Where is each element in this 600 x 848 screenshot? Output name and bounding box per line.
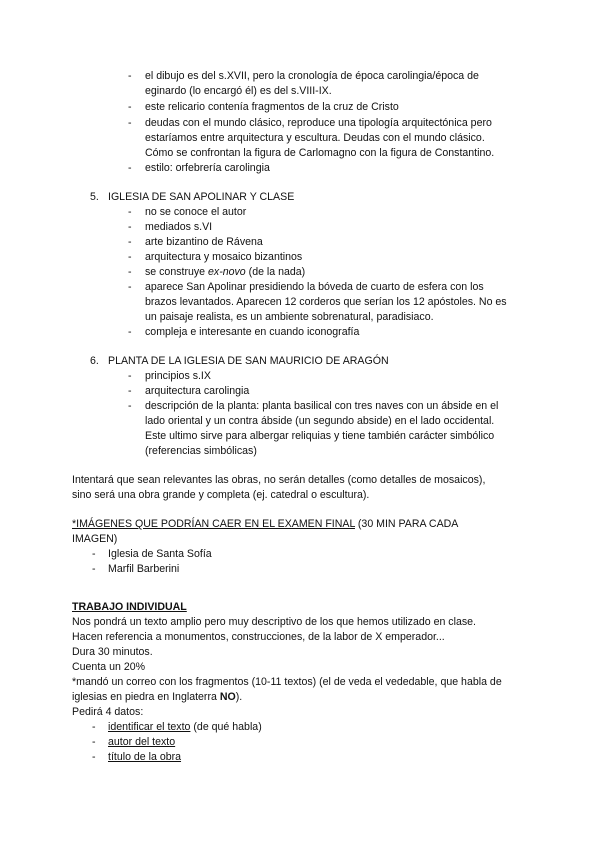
list-item-cont: Este ultimo sirve para albergar reliquias y tiene también carácter simbólico	[145, 430, 495, 442]
bullet-dash: -	[92, 563, 96, 575]
section-number: 6.	[90, 355, 99, 367]
images-title-underlined: *IMÁGENES QUE PODRÍAN CAER EN EL EXAMEN FINAL	[72, 518, 355, 530]
list-item-cont: lado oriental y un contra ábside (un segundo abside) en el lado occidental.	[145, 415, 495, 427]
paragraph-text: iglesias en piedra en Inglaterra	[72, 691, 220, 703]
images-title-cont: IMAGEN)	[72, 533, 118, 545]
list-item-text: se construye	[145, 266, 209, 278]
list-item	[108, 721, 262, 734]
section-title: IGLESIA DE SAN APOLINAR Y CLASE	[108, 191, 295, 203]
list-item-cont: estaríamos entre arquitectura y escultura. Deudas con el mundo clásico.	[145, 132, 485, 144]
paragraph-line: Cuenta un 20%	[72, 661, 146, 673]
bullet-dash: -	[128, 70, 132, 82]
list-item: deudas con el mundo clásico, reproduce una tipología arquitectónica pero	[145, 117, 492, 129]
images-title	[72, 518, 458, 531]
section-number: 5.	[90, 191, 99, 203]
list-item: arte bizantino de Rávena	[145, 236, 263, 248]
list-item	[145, 266, 305, 279]
list-item-cont: un paisaje realista, es un ambiente sobrenatural, paradisiaco.	[145, 311, 434, 323]
bullet-dash: -	[128, 400, 132, 412]
list-item: descripción de la planta: planta basilical con tres naves con un ábside en el	[145, 400, 499, 412]
images-title-rest: (30 MIN PARA CADA	[354, 518, 459, 530]
bullet-dash: -	[128, 236, 132, 248]
bullet-dash: -	[128, 162, 132, 174]
section-title: PLANTA DE LA IGLESIA DE SAN MAURICIO DE ARAGÓN	[108, 355, 389, 367]
list-item: Marfil Barberini	[108, 563, 180, 575]
paragraph-line	[72, 691, 242, 704]
list-item: arquitectura y mosaico bizantinos	[145, 251, 303, 263]
list-item-cont: (referencias simbólicas)	[145, 445, 257, 457]
bullet-dash: -	[128, 326, 132, 338]
list-item: el dibujo es del s.XVII, pero la cronología de época carolingia/época de	[145, 70, 479, 82]
list-item: aparece San Apolinar presidiendo la bóveda de cuarto de esfera con los	[145, 281, 484, 293]
list-item-cont: Cómo se confrontan la figura de Carlomagno con la figura de Constantino.	[145, 147, 495, 159]
bullet-dash: -	[128, 117, 132, 129]
list-item: no se conoce el autor	[145, 206, 247, 218]
bullet-dash: -	[128, 206, 132, 218]
paragraph-line: Pedirá 4 datos:	[72, 706, 144, 718]
paragraph-line: *mandó un correo con los fragmentos (10-11 textos) (el de veda el vededable, que habla de	[72, 676, 502, 688]
list-item: Iglesia de Santa Sofía	[108, 548, 212, 560]
list-item-cont: eginardo (lo encargó él) es del s.VIII-IX.	[145, 85, 332, 97]
list-item-text: (de qué habla)	[190, 721, 262, 733]
list-item: autor del texto	[108, 736, 176, 748]
list-item: mediados s.VI	[145, 221, 213, 233]
paragraph-line: Intentará que sean relevantes las obras, no serán detalles (como detalles de mosaicos),	[72, 474, 486, 486]
list-item-text: (de la nada)	[245, 266, 306, 278]
paragraph-line: Nos pondrá un texto amplio pero muy descriptivo de los que hemos utilizado en clase.	[72, 616, 476, 628]
paragraph-line: Hacen referencia a monumentos, construcciones, de la labor de X emperador...	[72, 631, 445, 643]
bullet-dash: -	[128, 370, 132, 382]
paragraph-line: sino será una obra grande y completa (ej. catedral o escultura).	[72, 489, 370, 501]
list-item: este relicario contenía fragmentos de la cruz de Cristo	[145, 101, 399, 113]
paragraph-text: ).	[235, 691, 243, 703]
bullet-dash: -	[128, 281, 132, 293]
italic-term: ex-novo	[208, 266, 246, 278]
list-item: título de la obra	[108, 751, 182, 763]
section-heading: TRABAJO INDIVIDUAL	[72, 601, 187, 613]
bullet-dash: -	[92, 736, 96, 748]
bullet-dash: -	[128, 251, 132, 263]
bullet-dash: -	[128, 385, 132, 397]
underlined-text: identificar el texto	[108, 721, 191, 733]
list-item: compleja e interesante en cuando iconografía	[145, 326, 360, 338]
bullet-dash: -	[92, 548, 96, 560]
paragraph-line: Dura 30 minutos.	[72, 646, 153, 658]
bullet-dash: -	[128, 266, 132, 278]
bold-text: NO	[219, 691, 236, 703]
bullet-dash: -	[92, 751, 96, 763]
list-item: arquitectura carolingia	[145, 385, 250, 397]
bullet-dash: -	[128, 101, 132, 113]
bullet-dash: -	[92, 721, 96, 733]
list-item-cont: brazos levantados. Aparecen 12 corderos que serían los 12 apóstoles. No es	[145, 296, 507, 308]
bullet-dash: -	[128, 221, 132, 233]
list-item: estilo: orfebrería carolingia	[145, 162, 270, 174]
list-item: principios s.IX	[145, 370, 211, 382]
